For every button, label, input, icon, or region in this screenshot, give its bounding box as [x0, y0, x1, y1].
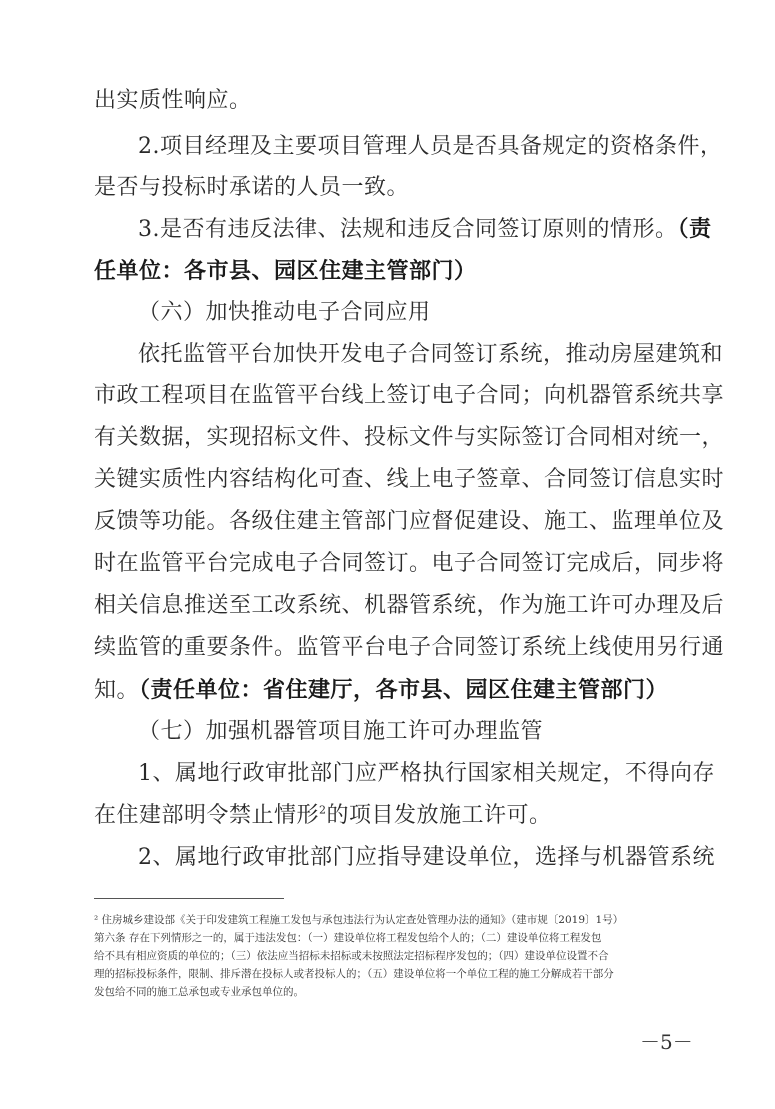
- footnote-marker: 2: [319, 803, 327, 817]
- body-line: 续监管的重要条件。监管平台电子合同签订系统上线使用另行通: [94, 635, 725, 660]
- body-line: 依托监管平台加快开发电子合同签订系统，推动房屋建筑和: [138, 342, 724, 367]
- footnote-line: 给不具有相应资质的单位的；（三）依法应当招标未招标或未按照法定招标程序发包的；（四）建设单位设置不合: [94, 950, 609, 962]
- responsibility-note: （责任单位：省住建厅，各市县、园区住建主管部门）: [139, 677, 669, 703]
- body-line: [94, 801, 552, 831]
- body-line: 有关数据，实现招标文件、投标文件与实际签订合同相对统一，: [94, 425, 725, 450]
- footnote-line: 理的招标投标条件，限制、排斥潜在投标人或者投标人的；（五）建设单位将一个单位工程的施工分解成若干部分: [94, 968, 614, 980]
- body-text: 在住建部明令禁止情形: [94, 803, 320, 828]
- footnote-divider: [94, 898, 284, 899]
- footnote-line: 第六条 存在下列情形之一的，属于违法发包：（一）建设单位将工程发包给个人的；（二）建设单位将工程发包: [94, 932, 602, 944]
- body-line: 时在监管平台完成电子合同签订。电子合同签订完成后，同步将: [94, 551, 725, 576]
- body-line: [94, 675, 668, 706]
- footnote-line: 发包给不同的施工总承包或专业承包单位的。: [94, 986, 304, 998]
- body-line: 2.项目经理及主要项目管理人员是否具备规定的资格条件，: [138, 134, 723, 159]
- body-line: 反馈等功能。各级住建主管部门应督促建设、施工、监理单位及: [94, 509, 725, 534]
- page-number: －5－: [640, 1030, 693, 1054]
- body-line: 是否与投标时承诺的人员一致。: [94, 175, 410, 200]
- section-heading: （六）加快推动电子合同应用: [138, 300, 431, 325]
- body-line: 出实质性响应。: [94, 88, 252, 113]
- body-line: 关键实质性内容结构化可查、线上电子签章、合同签订信息实时: [94, 467, 725, 492]
- responsibility-note: 任单位：各市县、园区住建主管部门）: [94, 258, 477, 284]
- body-text: 3.是否有违反法律、法规和违反合同签订原则的情形。: [138, 217, 678, 242]
- section-heading: （七）加强机器管项目施工许可办理监管: [138, 719, 544, 744]
- footnote-line: ² 住房城乡建设部《关于印发建筑工程施工发包与承包违法行为认定查处管理办法的通知》（建市规〔2019〕1号）: [94, 914, 624, 926]
- body-line: 市政工程项目在监管平台线上签订电子合同；向机器管系统共享: [94, 383, 725, 408]
- body-line: 相关信息推送至工改系统、机器管系统，作为施工许可办理及后: [94, 593, 725, 618]
- responsibility-note: （责: [677, 216, 712, 242]
- body-line: 2、属地行政审批部门应指导建设单位，选择与机器管系统: [138, 845, 715, 870]
- body-text: 知。: [94, 678, 140, 703]
- body-line: [138, 214, 712, 245]
- body-line: 1、属地行政审批部门应严格执行国家相关规定，不得向存: [138, 761, 715, 786]
- body-text: 的项目发放施工许可。: [326, 803, 552, 828]
